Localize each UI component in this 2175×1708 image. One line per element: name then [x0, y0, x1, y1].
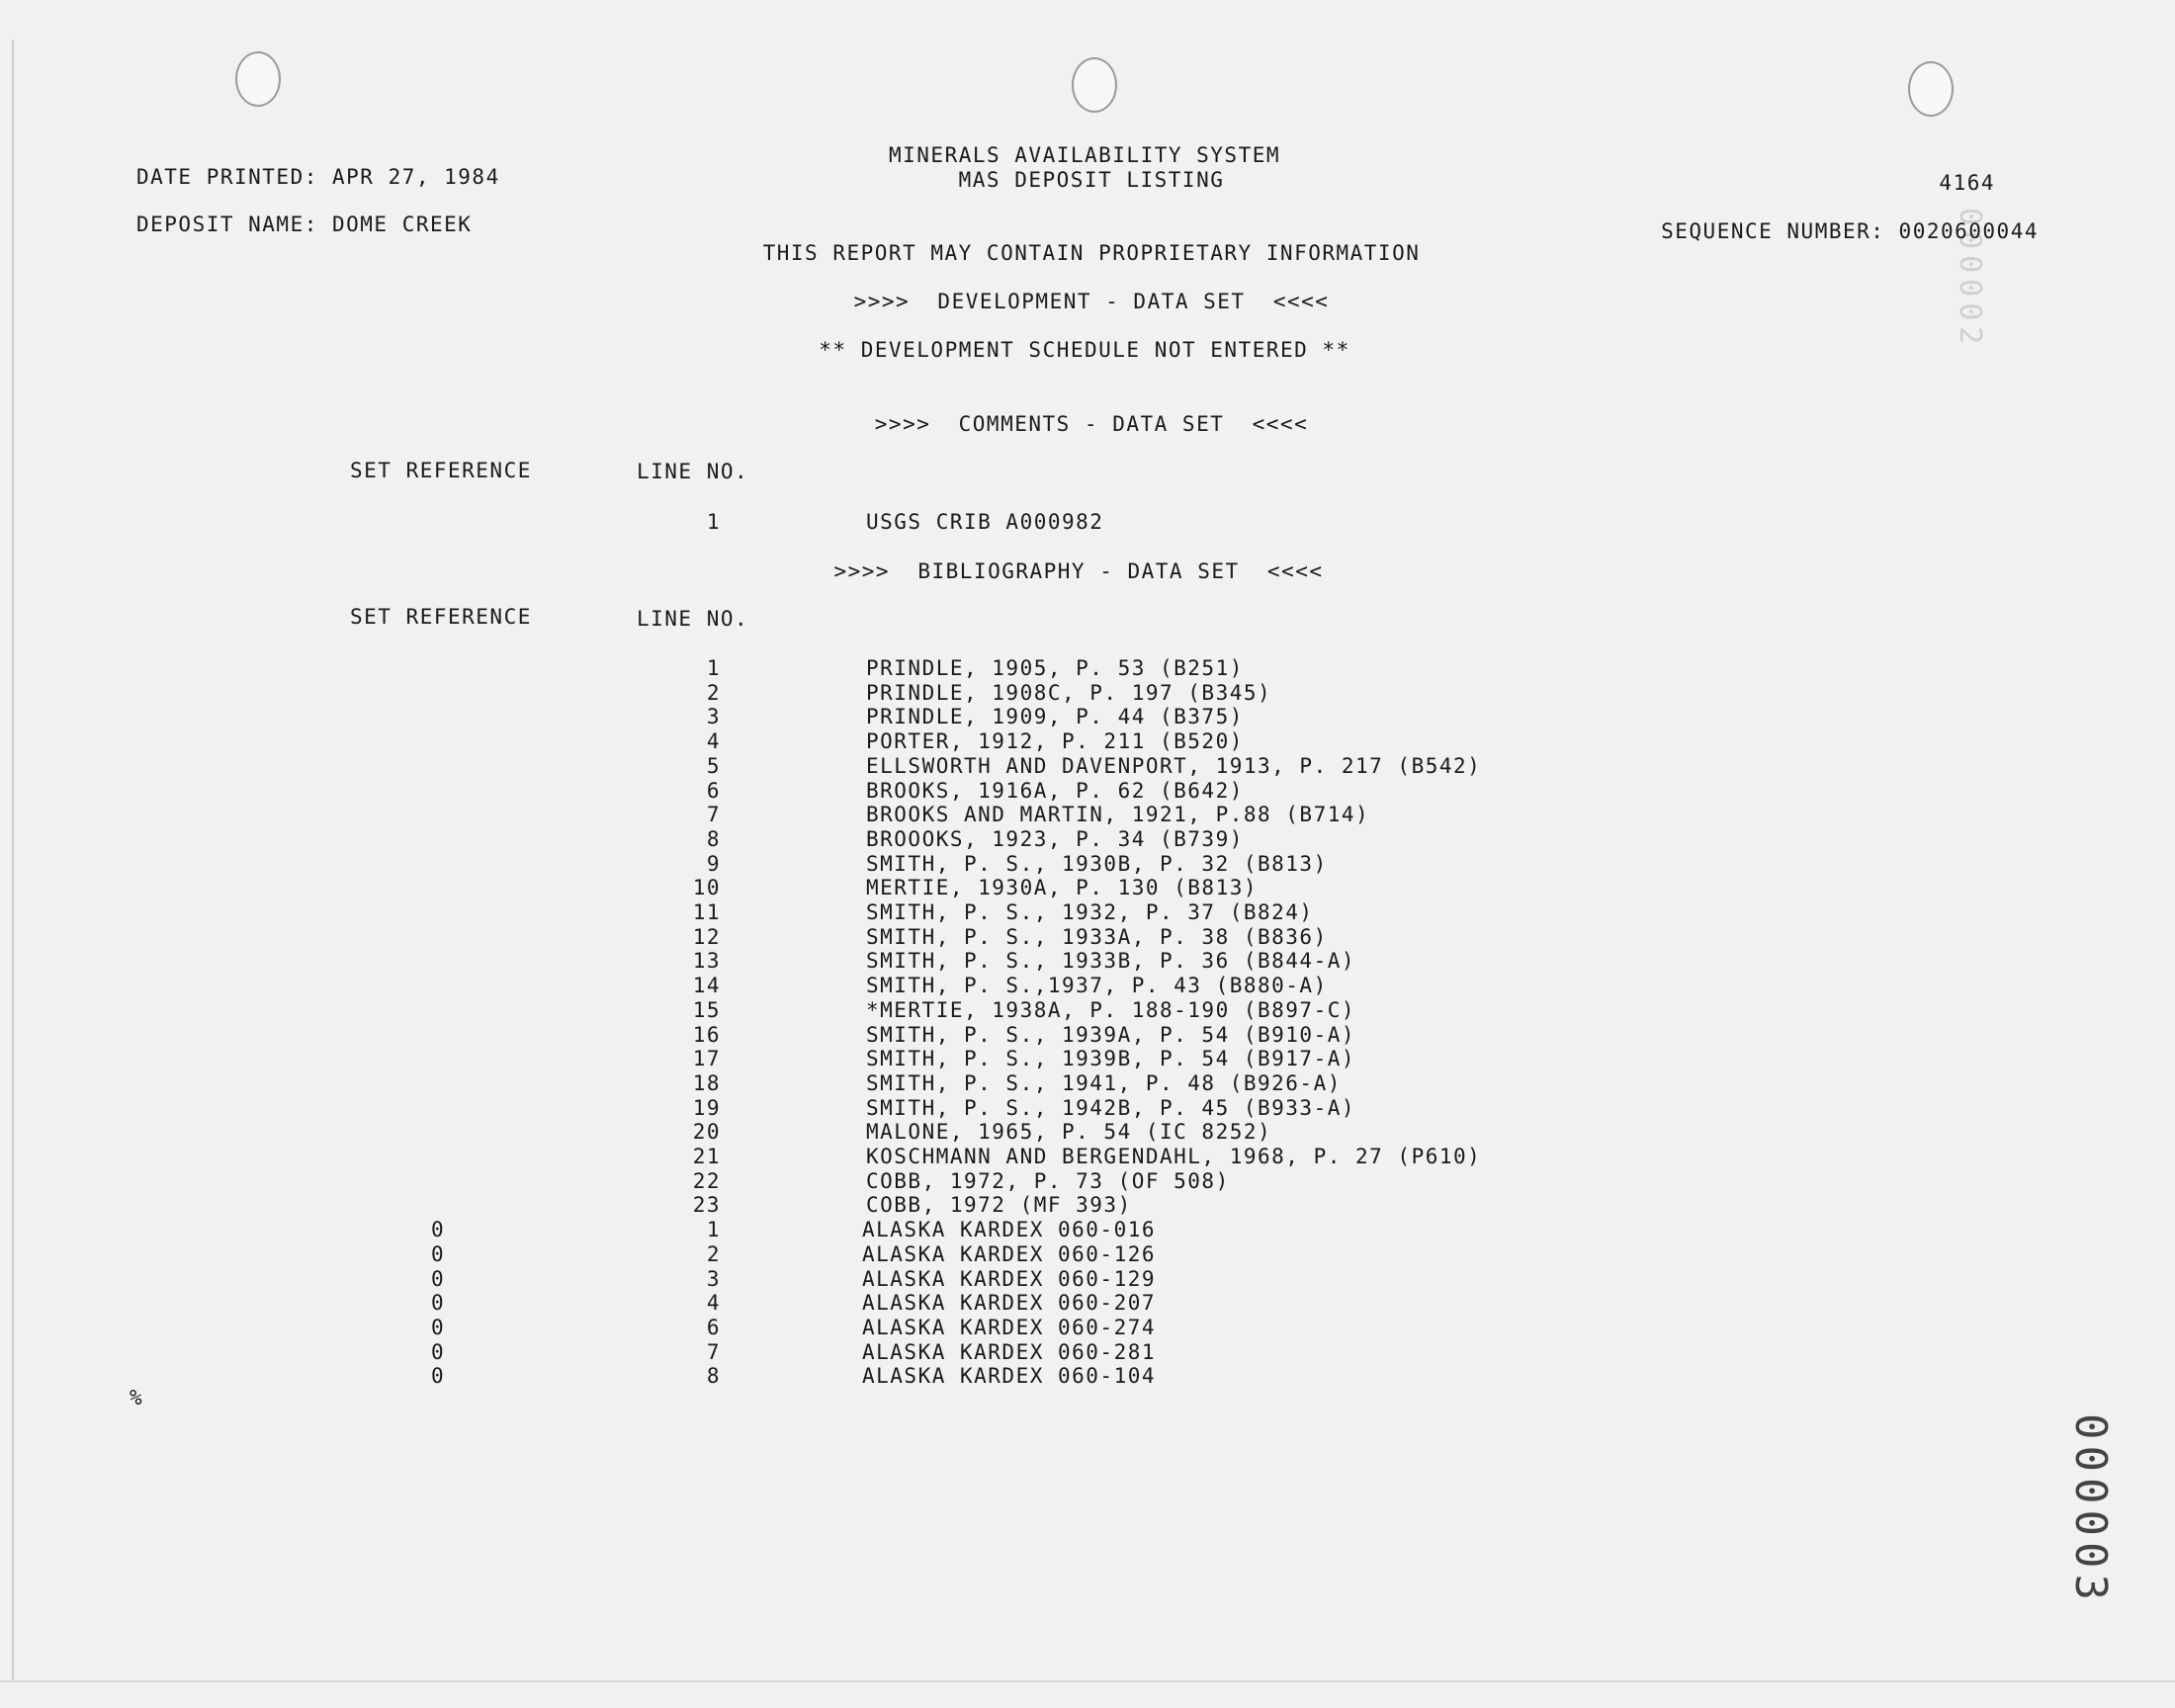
comment-line-no: 1: [706, 510, 721, 534]
line-number: 20: [692, 1120, 721, 1144]
citation-text: MERTIE, 1930A, P. 130 (B813): [866, 876, 1259, 899]
comments-line-no-header: LINE NO.: [637, 460, 749, 483]
citation-text: PORTER, 1912, P. 211 (B520): [866, 729, 1244, 753]
citation-text: COBB, 1972, P. 73 (OF 508): [866, 1169, 1230, 1193]
citation-text: SMITH, P. S., 1942B, P. 45 (B933-A): [866, 1096, 1356, 1120]
citation-text: ALASKA KARDEX 060-126: [862, 1242, 1157, 1266]
bibliography-heading: >>>> BIBLIOGRAPHY - DATA SET <<<<: [833, 559, 1324, 583]
line-number: 13: [692, 949, 721, 973]
deposit-name: DEPOSIT NAME: DOME CREEK: [136, 213, 473, 236]
line-number: 4: [706, 729, 721, 753]
page-number: 4164: [1939, 171, 1995, 195]
development-notice: ** DEVELOPMENT SCHEDULE NOT ENTERED **: [819, 338, 1350, 362]
citation-text: KOSCHMANN AND BERGENDAHL, 1968, P. 27 (P610): [866, 1145, 1482, 1168]
citation-text: SMITH, P. S., 1933B, P. 36 (B844-A): [866, 949, 1356, 973]
line-number: 2: [706, 681, 721, 705]
set-reference: 0: [431, 1242, 446, 1266]
punch-hole: [235, 51, 281, 107]
sequence-number: SEQUENCE NUMBER: 0020600044: [1661, 219, 2039, 243]
citation-text: ALASKA KARDEX 060-274: [862, 1316, 1157, 1339]
frame-number-text: 000003: [2065, 1413, 2116, 1606]
line-number: 1: [706, 1218, 721, 1241]
line-number: 14: [692, 974, 721, 997]
date-printed: DATE PRINTED: APR 27, 1984: [136, 165, 500, 189]
citation-text: SMITH, P. S., 1933A, P. 38 (B836): [866, 925, 1328, 949]
citation-text: BROOKS, 1916A, P. 62 (B642): [866, 779, 1244, 803]
citation-text: SMITH, P. S., 1939B, P. 54 (B917-A): [866, 1047, 1356, 1070]
citation-text: SMITH, P. S.,1937, P. 43 (B880-A): [866, 974, 1328, 997]
set-reference: 0: [431, 1218, 446, 1241]
citation-text: PRINDLE, 1908C, P. 197 (B345): [866, 681, 1272, 705]
set-reference: 0: [431, 1364, 446, 1388]
line-number: 15: [692, 998, 721, 1022]
citation-text: ALASKA KARDEX 060-104: [862, 1364, 1157, 1388]
frame-number-stamp: [2017, 1413, 2135, 1611]
line-number: 6: [706, 779, 721, 803]
citation-text: ALASKA KARDEX 060-129: [862, 1267, 1157, 1291]
citation-text: BROOOKS, 1923, P. 34 (B739): [866, 827, 1244, 851]
citation-text: ALASKA KARDEX 060-281: [862, 1340, 1157, 1364]
page-left-edge: [12, 40, 14, 1680]
line-number: 17: [692, 1047, 721, 1070]
line-number: 22: [692, 1169, 721, 1193]
citation-text: SMITH, P. S., 1941, P. 48 (B926-A): [866, 1071, 1342, 1095]
line-number: 3: [706, 705, 721, 728]
citation-text: ALASKA KARDEX 060-016: [862, 1218, 1157, 1241]
faint-bleed-through-stamp: 000002: [1953, 208, 1987, 351]
line-number: 4: [706, 1291, 721, 1315]
citation-text: PRINDLE, 1909, P. 44 (B375): [866, 705, 1244, 728]
set-reference: 0: [431, 1291, 446, 1315]
line-number: 2: [706, 1242, 721, 1266]
line-number: 5: [706, 754, 721, 778]
footer-mark: %: [130, 1386, 142, 1409]
line-number: 12: [692, 925, 721, 949]
bibliography-set-reference-header: SET REFERENCE: [350, 605, 532, 629]
line-number: 19: [692, 1096, 721, 1120]
citation-text: COBB, 1972 (MF 393): [866, 1193, 1132, 1217]
system-title: MINERALS AVAILABILITY SYSTEM: [888, 143, 1281, 167]
citation-text: *MERTIE, 1938A, P. 188-190 (B897-C): [866, 998, 1356, 1022]
line-number: 7: [706, 1340, 721, 1364]
citation-text: SMITH, P. S., 1939A, P. 54 (B910-A): [866, 1023, 1356, 1047]
line-number: 9: [706, 852, 721, 876]
line-number: 16: [692, 1023, 721, 1047]
proprietary-notice: THIS REPORT MAY CONTAIN PROPRIETARY INFORMATION: [762, 241, 1421, 265]
line-number: 1: [706, 656, 721, 680]
set-reference: 0: [431, 1316, 446, 1339]
set-reference: 0: [431, 1267, 446, 1291]
line-number: 18: [692, 1071, 721, 1095]
page-bottom-edge: [0, 1680, 2175, 1682]
line-number: 8: [706, 827, 721, 851]
citation-text: SMITH, P. S., 1932, P. 37 (B824): [866, 900, 1314, 924]
line-number: 21: [692, 1145, 721, 1168]
line-number: 10: [692, 876, 721, 899]
line-number: 3: [706, 1267, 721, 1291]
punch-hole: [1908, 61, 1954, 117]
comment-text: USGS CRIB A000982: [866, 510, 1104, 534]
line-number: 11: [692, 900, 721, 924]
punch-hole: [1072, 57, 1117, 113]
citation-text: PRINDLE, 1905, P. 53 (B251): [866, 656, 1244, 680]
listing-title: MAS DEPOSIT LISTING: [958, 168, 1225, 192]
citation-text: MALONE, 1965, P. 54 (IC 8252): [866, 1120, 1272, 1144]
citation-text: SMITH, P. S., 1930B, P. 32 (B813): [866, 852, 1328, 876]
line-number: 6: [706, 1316, 721, 1339]
line-number: 7: [706, 803, 721, 826]
comments-set-reference-header: SET REFERENCE: [350, 459, 532, 482]
citation-text: ALASKA KARDEX 060-207: [862, 1291, 1157, 1315]
line-number: 8: [706, 1364, 721, 1388]
citation-text: BROOKS AND MARTIN, 1921, P.88 (B714): [866, 803, 1370, 826]
set-reference: 0: [431, 1340, 446, 1364]
development-heading: >>>> DEVELOPMENT - DATA SET <<<<: [853, 290, 1330, 313]
bibliography-line-no-header: LINE NO.: [637, 607, 749, 631]
line-number: 23: [692, 1193, 721, 1217]
citation-text: ELLSWORTH AND DAVENPORT, 1913, P. 217 (B542): [866, 754, 1482, 778]
comments-heading: >>>> COMMENTS - DATA SET <<<<: [874, 412, 1309, 436]
